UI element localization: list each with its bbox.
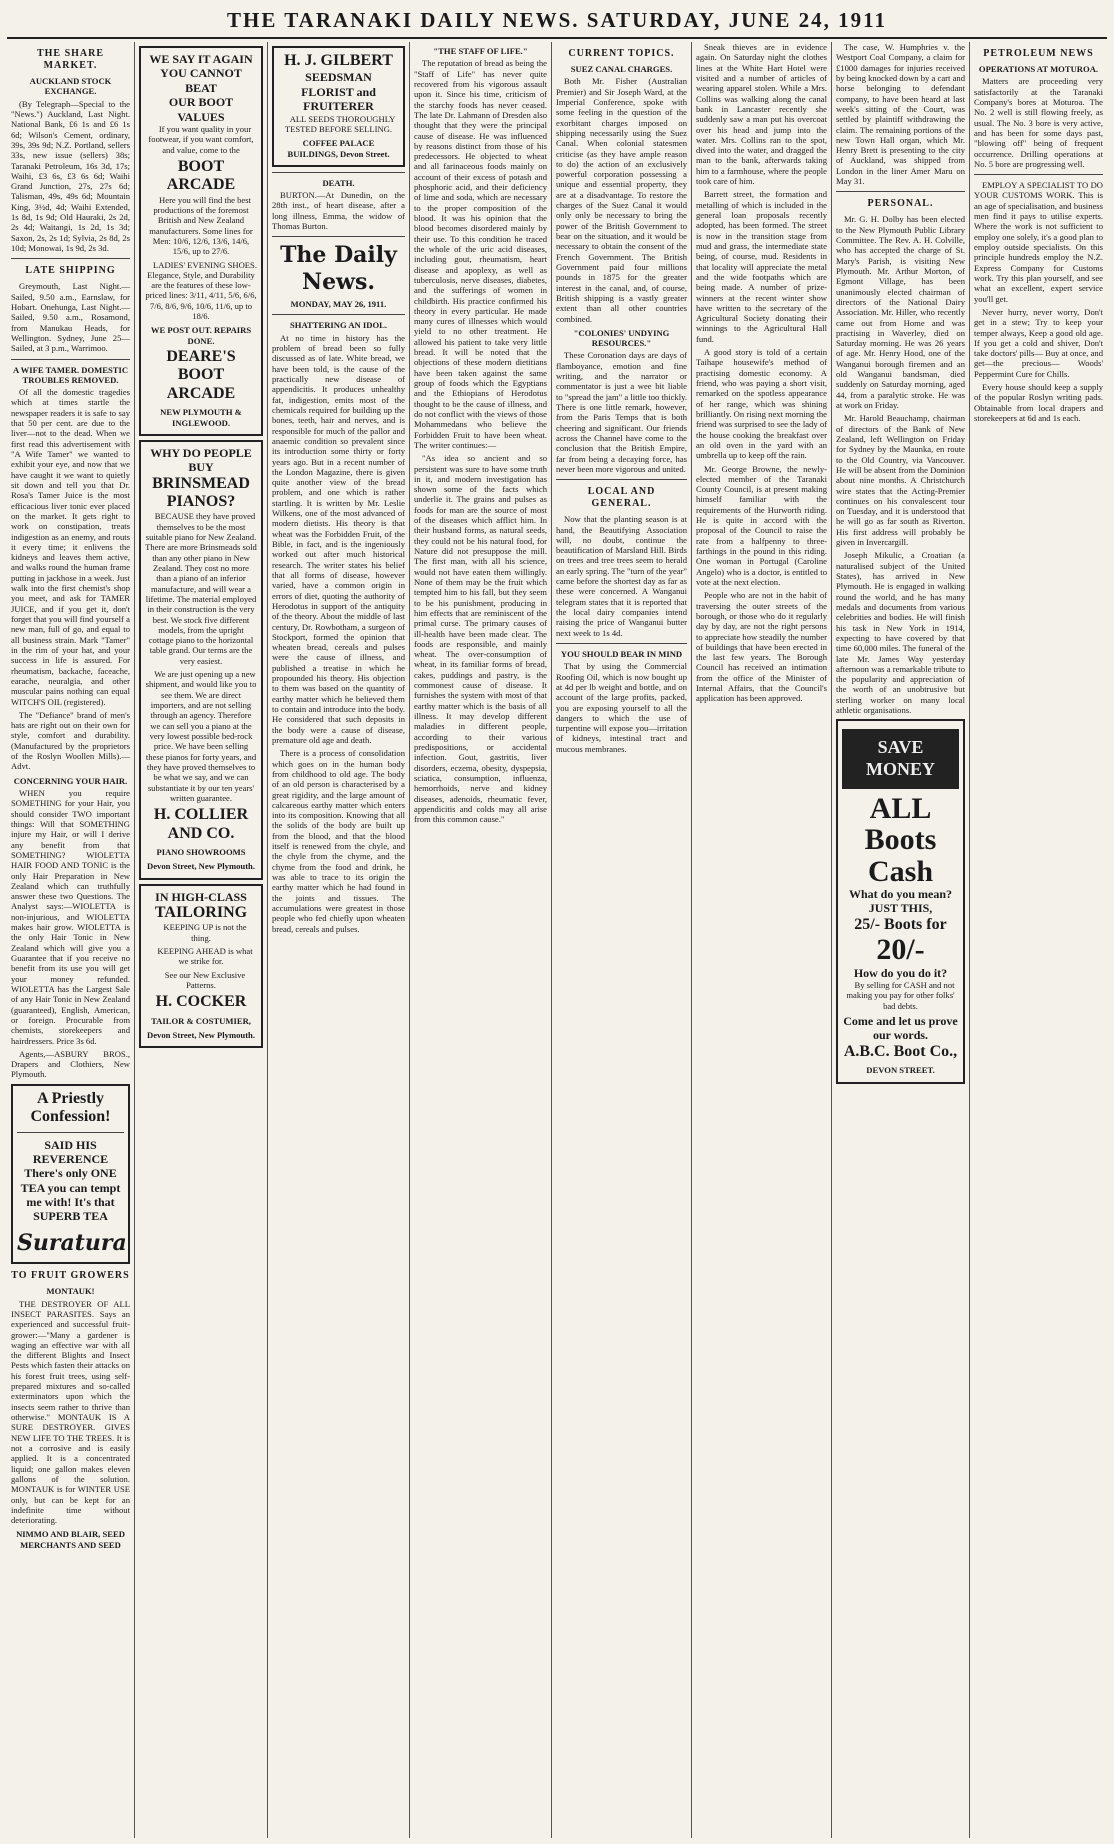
column-1	[7, 42, 135, 1838]
column-2	[135, 42, 268, 1838]
deares-arcade: BOOT ARCADE	[166, 366, 236, 402]
column-6	[692, 42, 832, 1838]
deares-title: DEARE'S	[166, 348, 236, 366]
tailoring-ad	[139, 884, 263, 1049]
personal-text-2: Mr. Harold Beauchamp, chairman of directors of the Bank of New Zealand, left Wellington on Friday for Sydney by the Maunka, en route to the Old Country, via Vancouver. He will be absent from the Dominion about nine months. A Christchurch wire states that the Acting-Premier continues on his convalescent tour on Tuesday, and it is understood that he will go as far south as Riverton. His first address will probably be given in Invercargill.	[836, 413, 965, 548]
save-money-banner: SAVE MONEY	[842, 729, 959, 788]
abc-boots: Boots	[864, 823, 937, 857]
column-4	[410, 42, 552, 1838]
court-text: The case, W. Humphries v. the Westport Coal Company, a claim for £1000 damages for injuries received by being knocked down by a cart and horse belonging to defendant company, to have been heard at last week's sitting of the Court, was settled by plaintiff withdrawing the claim. The remaining portions of the new Town Hall organ, which Mr. Henry Brett is presenting to the city of Auckland, was shipped from London in the liner Amer Maru on May 31.	[836, 42, 965, 187]
abc-all: ALL	[869, 791, 932, 825]
nimmo-blair: NIMMO AND BLAIR, SEED MERCHANTS AND SEED	[16, 1529, 125, 1550]
personal-heading: PERSONAL.	[867, 198, 934, 210]
abc-how: How do you do it?	[853, 965, 948, 980]
daily-news-logo: The Daily News.	[280, 242, 397, 295]
montauk-heading: MONTAUK!	[46, 1286, 95, 1297]
local-text-1: Sneak thieves are in evidence again. On Saturday night the clothes lines at the White Hart Hotel were visited and a number of articles of wearing apparel stolen. While a Mrs. Collins was walking along the canal bank in Lancaster recently she suddenly saw a man put his overcoat over his head and jump into the water. Mrs. Collins ran to the spot, dived into the water, and dragged the man to the bank, afterwards taking him to a farmhouse, where the people took care of him.	[696, 42, 827, 187]
stock-exchange-subheading: AUCKLAND STOCK EXCHANGE.	[29, 76, 112, 97]
gilbert-fruiterer: FRUITERER	[303, 99, 374, 114]
personal-text-3: Joseph Mikulic, a Croatian (a naturalised subject of the United States), has arrived in New Plymouth. He is engaged in walking round the world, and he has many medals and documents from various celebrities and bodies. He will finish his task in New York in 1914, expecting to have covered by that time 60,000 miles. The funeral of the late Mr. James Way yesterday afternoon was a remarkable tribute to the popularity and appreciation of the worth of an unobtrusive but sterling worker on many local athletic organisations.	[836, 550, 965, 716]
writing-pads-text: Every house should keep a supply of the popular Roslyn writing pads. Obtainable from local drapers and storekeepers at 6d and 1s each.	[974, 382, 1103, 423]
montauk-text: THE DESTROYER OF ALL INSECT PARASITES. Says an experienced and successful fruit-grower:—"Many a gardener is waging an effective war with all the different Blights and Insect Pests which fasten their attacks on his forest fruit trees, using self-prepared mixtures and so-called exterminators upon which the insects seem rather to thrive than otherwise." MONTAUK IS A SURE DESTROYER. GIVES NEW LIFE TO THE TREES. It is not a corrosive and is easily applied. It is a concentrated liquid; one gallon makes eleven gallons of the solution. MONTAUK is for WINTER USE only, but can be kept for an indefinite time without deteriorating.	[11, 1298, 130, 1526]
late-shipping-heading: LATE SHIPPING	[25, 265, 116, 277]
masthead: THE TARANAKI DAILY NEWS. SATURDAY, JUNE 24, 1911	[7, 3, 1107, 39]
collier-title: H. COLLIER AND CO.	[153, 806, 249, 842]
abc-name: A.B.C. Boot Co.,	[843, 1042, 958, 1060]
abc-mean: What do you mean?	[848, 887, 952, 902]
column-5	[552, 42, 692, 1838]
cocker-sub: TAILOR & COSTUMIER,	[151, 1015, 251, 1026]
abc-address: DEVON STREET.	[866, 1065, 935, 1076]
hair-text: WHEN you require SOMETHING for your Hair, you should consider TWO important things: Will that SOMETHING injure my Hair, or will I derive any benefit from that SOMETHING? WIOLETTA HAIR FOOD AND TONIC is the only Hair Preparation in New Zealand which can truthfully answer these two Questions. The Analyst says:—WIOLETTA is non-injurious, and WIOLETTA makes hair grow. WIOLETTA is the only Hair Tonic in New Zealand which will give you a Guarantee that if you receive no benefit from its use you will get your money refunded. WIOLETTA has the Largest Sale of any Hair Tonic in New Zealand (guaranteed), English, American, or foreign. Procurable from chemists, storekeepers and hairdressers. Price 3s 6d.	[11, 788, 130, 1046]
gilbert-seeds: ALL SEEDS THOROUGHLY TESTED BEFORE SELLING.	[284, 113, 396, 134]
share-market-text: (By Telegraph—Special to the "News.") Auckland, Last Night. National Bank, £6 1s and £6 1s 6d; Wilson's Cement, ordinary, 39s, 39s 9d; N.Z. Portland, sellers 33s, new issue (sellers) 38s; Taranaki Petroleum, 16s 3d, 17s; Waihi, £3 6s, £3 6s 6d; Waihi Grand Junction, 27s, 27s 6d; Talisman, 49s, 49s 6d; Mountain King, 3½d, 4d; Waihi Extended, 1s 8d, 1s 9d; Old Hauraki, 2s 2d, 2s 4d; Waitangi, 1s 2d, 1s 3d; Saxon, 2s, 2s 1d; Sylvia, 2s 8d, 2s 10d; Monowai, 1s 9d, 2s 3d.	[11, 98, 130, 253]
staff-heading: "THE STAFF OF LIFE."	[433, 46, 528, 56]
verse-text: Never hurry, never worry, Don't get in a stew; Try to keep your temper always, Keep a good old age. If you get a cold and shiver, Don't take doctors' pills— Buy at once, and get—the precious— Woods' Peppermint Cure for Chills.	[974, 306, 1103, 379]
suez-text: Both Mr. Fisher (Australian Premier) and Sir Joseph Ward, at the Imperial Conference, spoke with some feeling in the question of the exorbitant charges imposed on shipping necessarily using the Suez Canal. When colonial statesmen criticise (as they have ample reason to do) the action of an exclusively powerful corporation possessing a unique and essential property, they are at a disadvantage. To restore the charges of the Suez Canal it would only only be necessary to bring the power of the British Government to bear on the situation, and it would be necessary to obtain the consent of the French Government. The British Government paid four millions pounds in 1875 for the greater interest in the canal, and, of course, British shipping is a vastly greater extent than all other countries combined.	[556, 76, 687, 324]
local-text-2: Barrett street, the formation and metalling of which is included in the general loan proposals recently adopted, has been formed. The street is now in the transition stage from mud and grass, the intermediate state being, of course, mud. Residents in that locality will appreciate the metal and the wide footpaths which are being made. A number of prize-winners at the recent winter show have written to the secretary of the Agricultural Society donating their winnings to the Agricultural Hall fund.	[696, 189, 827, 344]
cocker-title: H. COCKER	[155, 993, 247, 1011]
local-general-heading: LOCAL AND GENERAL.	[587, 486, 656, 510]
gilbert-florist: FLORIST and	[301, 84, 376, 99]
late-shipping-text: Greymouth, Last Night.—Sailed, 9.50 a.m., Earnslaw, for Hobart. Onehunga, Last Night.—Sailed, 9.50 a.m., Rosamond, from Manukau Heads, for Wellington. Sydney, June 25—Sailed, at 3 p.m., Warrimoo.	[11, 281, 130, 354]
share-market-heading: THE SHARE MARKET.	[36, 48, 105, 71]
abc-come: Come and let us prove our words.	[843, 1014, 958, 1043]
brinsmead-title: BRINSMEAD PIANOS?	[152, 474, 250, 511]
gilbert-ad	[272, 46, 405, 167]
editorial-date: MONDAY, MAY 26, 1911.	[290, 299, 387, 310]
boot-values: OUR BOOT VALUES	[168, 95, 234, 124]
tailoring-line-1: IN HIGH-CLASS	[155, 889, 247, 904]
abc-boot-ad	[836, 719, 965, 1083]
deares-address: NEW PLYMOUTH & INGLEWOOD.	[160, 407, 242, 428]
idol-heading: SHATTERING AN IDOL.	[289, 320, 388, 331]
agents-text: Agents,—ASBURY BROS., Drapers and Clothiers, New Plymouth.	[11, 1048, 130, 1080]
brinsmead-ad	[139, 440, 263, 880]
abc-price-2: 20/-	[876, 933, 925, 967]
local-general-text: Now that the planting season is at hand, the Beautifying Association will, no doubt, continue the beautification of Marsland Hill. Birds on trees and tree trees seem to herald an early spring. The "turn of the year" came before the shortest day as far as these were concerned. A Wanganui telegram states that it is reported that the local dairy companies intend raising the price of Wanganui butter next week to 1s 4d.	[556, 514, 687, 638]
death-notice: BURTON.—At Dunedin, on the 28th inst., of heart disease, after a long illness, Emma, the widow of Thomas Burton.	[272, 190, 405, 232]
boot-intro: If you want quality in your footwear, if you want comfort, and value, come to the	[148, 123, 254, 155]
column-7	[832, 42, 970, 1838]
tailoring-line-4: KEEPING AHEAD is what we strike for.	[157, 945, 253, 967]
bear-in-mind-text: That by using the Commercial Roofing Oil, which is now bought up at 4d per lb weight and bottle, and on account of the large profits, packed, you are exposing yourself to all the dangers to which the use of turpentine will expose you—irritation of kidneys, intestinal tract and mucous membranes.	[556, 661, 687, 754]
suez-heading: SUEZ CANAL CHARGES.	[570, 64, 673, 74]
local-text-3: A good story is told of a certain Taihape housewife's method of practising domestic economy. A friend, who was paying a short visit, remarked on the spotless appearance of her range, which was shining brilliantly. On rising next morning the friend was surprised to see the lady of the house cooking the breakfast over an old oven in the yard with an umbrella up to keep off the rain.	[696, 347, 827, 461]
gilbert-title: H. J. GILBERT	[284, 52, 393, 69]
suratura-brand: Suratura	[17, 1229, 127, 1256]
cannot-beat: YOU CANNOT BEAT	[160, 66, 242, 95]
boot-arcade-title: BOOT ARCADE	[166, 157, 236, 194]
tailoring-line-2: TAILORING	[154, 903, 248, 921]
staff-text: The reputation of bread as being the "Staff of Life" has never quite recovered from his vigorous assault upon it. Since his time, criticism of the starchy foods has never ceased. The late Dr. Lahmann of Dresden also thought that they were the principal cause of disease. He was influenced by reasons distinct from those of his predecessors. He objected to wheat and all farinaceous foods mainly on account of their excess of potash and phosphoric acid, and their deficiency of lime and soda, which are necessary to the proper composition of the blood. It was his opinion that the blood becomes disordered mainly by their use. To this condition he traced the whole of the uric acid diseases, including gout, rheumatism, heart disease and apoplexy, as well as tuberculosis, nerve diseases, diabetes, and the sufferings of women in childbirth. His practice confirmed his theory in every particular. He made many cures of illnesses which would yield to no other treatment. He allowed his patient to take very little bread. It will be noted that the objections of these modern dietitians have been taken against the same group of foods which the Egyptians and the Ethiopians of Herodotus thought to be the cause of illness, and do not conflict with the views of those Mohammedans who believe the Forbidden Fruit to have been wheat. The writer continues:—	[414, 58, 547, 450]
ladies-shoes-text: LADIES' EVENING SHOES. Elegance, Style, and Durability are the features of these low-priced lines: 3/11, 4/11, 5/6, 6/6, 7/6, 8/6, 9/6, 10/6, 11/6, up to 18/6.	[145, 259, 257, 322]
defiance-text: The "Defiance" brand of men's hats are right out on their own for style, comfort and durability. (Manufactured by the proprietors of the Roslyn Woollen Mills).—Advt.	[11, 709, 130, 772]
column-3	[268, 42, 410, 1838]
fruit-growers-heading: TO FRUIT GROWERS	[11, 1270, 130, 1282]
priestly-tea-line: There's only ONE TEA you can tempt me with! It's that	[20, 1166, 121, 1210]
moturoa-heading: OPERATIONS AT MOTUROA.	[978, 64, 1099, 74]
abc-price-1: 25/- Boots for	[854, 915, 947, 933]
resources-heading: "COLONIES' UNDYING RESOURCES."	[573, 327, 670, 349]
employ-text: EMPLOY A SPECIALIST TO DO YOUR CUSTOMS WORK. This is an age of specialisation, and business men find it pays to utilise experts. Where the work is not sufficient to employ one solely, it's a good plan to employ outside specialists. On this principle hundreds employ the N.Z. Express Company for Customs work. Try this plan yourself, and see what an excellent, expert service you'll get.	[974, 180, 1103, 304]
petroleum-heading: PETROLEUM NEWS	[983, 48, 1094, 59]
brinsmead-text: BECAUSE they have proved themselves to be the most suitable piano for New Zealand. There are more Brinsmeads sold than any other piano in New Zealand. They cost no more than a piano of an inferior manufacture, and will wear a lifetime. The material employed in their construction is the very best. We stock five different models, from the upright cottage piano to the horizontal table grand. Our terms are the very easiest.	[145, 511, 257, 666]
abc-buy: By selling for CASH and not making you pay for other folks' bad debts.	[846, 980, 955, 1011]
bear-in-mind-heading: YOU SHOULD BEAR IN MIND	[560, 648, 683, 659]
tailoring-line-5: See our New Exclusive Patterns.	[164, 969, 246, 990]
columns	[7, 42, 1107, 1838]
boot-arcade-text: Here you will find the best productions of the foremost British and New Zealand manufacturers. Some lines for Men: 10/6, 12/6, 13/6, 14/6, 15/6, up to 27/6.	[149, 194, 253, 257]
local-text-5: People who are not in the habit of traversing the outer streets of the borough, or those who do it regularly day by day, are not the right persons to appreciate how steadily the number of buildings that have been erected in the last few years. The Borough Council has received an intimation from the office of the Minister of Internal Affairs, that the Council's application has been approved.	[696, 590, 828, 704]
abc-just: JUST THIS,	[868, 901, 933, 916]
gilbert-address: COFFEE PALACE BUILDINGS, Devon Street.	[287, 138, 390, 159]
hair-heading: CONCERNING YOUR HAIR.	[13, 775, 128, 786]
idol-text: At no time in history has the problem of bread been so fully discussed as of late. White bread, we have been told, is the cause of the practically new disease of appendicitis. It produces unhealthy fat, indigestion, emits most of the chemicals required for building up the bones, teeth, hair and nerves, and is responsible for much of the pallor and anaemic condition so prevalent since its introduction some thirty or forty years ago. But in a recent number of the London Magazine, there is given quite another view of the bread problem, and one which is rather startling. It is written by Mr. Leslie Wilkens, one of the most advanced of modern dietists. His theory is that wheat was the Forbidden Fruit, of the Bible, in fact, and is the ingeniously worked out after much historical research. The writer states his belief that all forms of disease, however varied, have a common origin in errors of diet, quoting the authority of Herodotus in support of the antiquity of the theory. About the middle of last century, Dr. Rowbotham, a surgeon of Stockport, formed the opinion that wheaten bread, cereals and pulses were the cause of illness, and published a treatise in which he propounded his theory. His objection to them was based on the quantity of earthy matter which he believed them to contain and introduce into the body. He considered that such deposits in the body were a cause of disease, premature old age and death.	[272, 332, 405, 745]
brinsmead-text-2: We are just opening up a new shipment, and would like you to see them. We are direct importers, and are not selling through an agency. Therefore we can sell you a piano at the very lowest possible bed-rock price. We have been selling these pianos for forty years, and they have proved themselves to be what we say, and we can substantiate it by our ten years' written guarantee.	[145, 669, 257, 803]
gilbert-seedsman: SEEDSMAN	[305, 70, 372, 85]
priestly-ad	[11, 1084, 130, 1265]
personal-text: Mr. G. H. Dolby has been elected to the New Plymouth Public Library Committee. The Rev. A. H. Colville, who has accepted the charge of St. Mary's Parish, is visiting New Plymouth. Mr. Arthur Morton, of Egmont Village, has been unanimously elected chairman of directors of the National Dairy Association. Mr. Hiller, who recently came out from Home and was practising in Waverley, died on Saturday morning. He was 26 years of age. Mr. Henry Hood, one of the Wanganui borough firemen and an old Wanganui bandsman, died suddenly on Saturday morning, aged 44, from a paralytic stroke. He was at work on Friday.	[836, 214, 965, 410]
collier-showrooms: PIANO SHOWROOMS	[156, 846, 246, 857]
priestly-superb: SUPERB TEA	[33, 1209, 108, 1224]
death-heading: DEATH.	[322, 177, 355, 188]
cocker-address: Devon Street, New Plymouth.	[147, 1029, 255, 1040]
column-8	[970, 42, 1107, 1838]
post-out: WE POST OUT. REPAIRS DONE.	[150, 325, 252, 346]
newspaper-page	[7, 3, 1107, 1838]
priestly-title: A Priestly	[36, 1089, 105, 1107]
tailoring-line-3: KEEPING UP is not the thing.	[163, 922, 247, 943]
abc-cash: Cash	[867, 854, 934, 888]
wife-tamer-text: Of all the domestic tragedies which at times startle the newspaper readers it is safe to say that 50 per cent. are due to the liver—not to the dead. When we first read this advertisement with "A Wife Tamer" we wanted to exhibit your eye, and now that we have caught it we want to quietly sit down and tell you that Dr. Rosa's Tamer Juice is the most efficacious liver tonic ever placed on the market. It gets right to work on constipation, treats indigestion as an enemy, and routs it every time; it enlivens the kidneys and leaves them active, and walks round the human frame putting in jackhose in a week. Just walk into the first chemist's shop you meet, and ask for TAMER JUICE, and if you get it, don't forget that you will find yourself a new man, full of go, and equal to all business strain. Mark "Tamer" in the rim of your hat, and your success in life is assured. For rheumatism, backache, faceache, earache, neuralgia, and other muscular pains nothing can equal WITCH'S OIL (registered).	[11, 387, 130, 707]
resources-text: These Coronation days are days of flamboyance, emotion and fine writing, and the narrator or commentator is just a wee bit liable to "spread the jam" a little too thickly. There is one little remark, however, from the Paris Temps that is both cheering and significant. Our friends across the Channel have come to the conclusion that the British Empire, far from being a decaying force, has never been more vigorous and united.	[556, 350, 687, 474]
boot-arcade-ad	[139, 46, 263, 436]
priestly-subtitle: Confession!	[30, 1108, 111, 1126]
why-buy: WHY DO PEOPLE BUY	[150, 445, 252, 475]
petroleum-text: Matters are proceeding very satisfactorily at the Taranaki Company's bores at Moturoa. The No. 2 well is still flowing freely, as usual. The No. 3 bore is very active, and has been for some days past, "blowing off" being of frequent occurrence. Drilling operations at No. 5 bore are progressing well.	[974, 76, 1103, 169]
local-text-4: Mr. George Browne, the newly-elected member of the Taranaki County Council, is at present making himself familiar with the requirements of the Hurworth riding. He is quite in accord with the proposal of the Council to raise the rate from a halfpenny to three-farthings in the pound in this riding. One woman in Portugal (Caroline Angelo) who is a doctor, is entitled to vote at the next election.	[696, 463, 827, 587]
staff-text-2: "As idea so ancient and so persistent was sure to have some truth in it, and modern investigation has shown some of the facts which underlie it. The grains and pulses as foods for man are the source of most of the diseases which afflict him. In their husband forms, as natural seeds, they could not be his natural food, for Nature did not presuppose the mill. The first man, with all his science, would not have eaten them willingly. None of them may be the fruit which tempted him to his fall, but they seem to be his punishment, producing in him effects that are reminiscent of the primal curse. The primary causes of ill-health have been made clear. The foods are responsible, and mainly wheat. The over-consumption of wheat, in its familiar forms of bread, cakes, puddings and pastry, is the commonest cause of disease. It furnishes the system with most of that earthy matter which is the basis of all illness. It may develop different maladies in different people, according to their various predispositions, or accidental infection. Gout, gastritis, liver disorders, eczema, obesity, dyspepsia, sciatica, consumption, influenza, hemorrhoids, nerve and kidney diseases, adenoids, rheumatic fever, appendicitis and colds may all arise from this common cause."	[414, 453, 547, 825]
priestly-reverence: SAID HIS REVERENCE	[32, 1137, 109, 1166]
current-topics-heading: CURRENT TOPICS.	[568, 48, 675, 59]
wife-tamer-heading: A WIFE TAMER. DOMESTIC TROUBLES REMOVED.	[12, 364, 129, 385]
collier-address: Devon Street, New Plymouth.	[147, 861, 255, 872]
idol-text-2: There is a process of consolidation which goes on in the human body from childhood to old age. The body of an old person is characterised by a great rigidity, and the large amount of calcareous earthy matter which enters into its composition. Knowing that all the solids of the body are built up from the blood, and that the blood itself is renewed from the chyle, and the chyle from the chyme, and the chyme from the food and drink, he was able to trace to its origin the earthy matter which he had found in the joints and tissues. The accumulations were greatest in those people who fed chiefly upon wheaten bread, cereals and pulses.	[272, 748, 405, 934]
say-it-again: WE SAY IT AGAIN	[149, 52, 253, 66]
